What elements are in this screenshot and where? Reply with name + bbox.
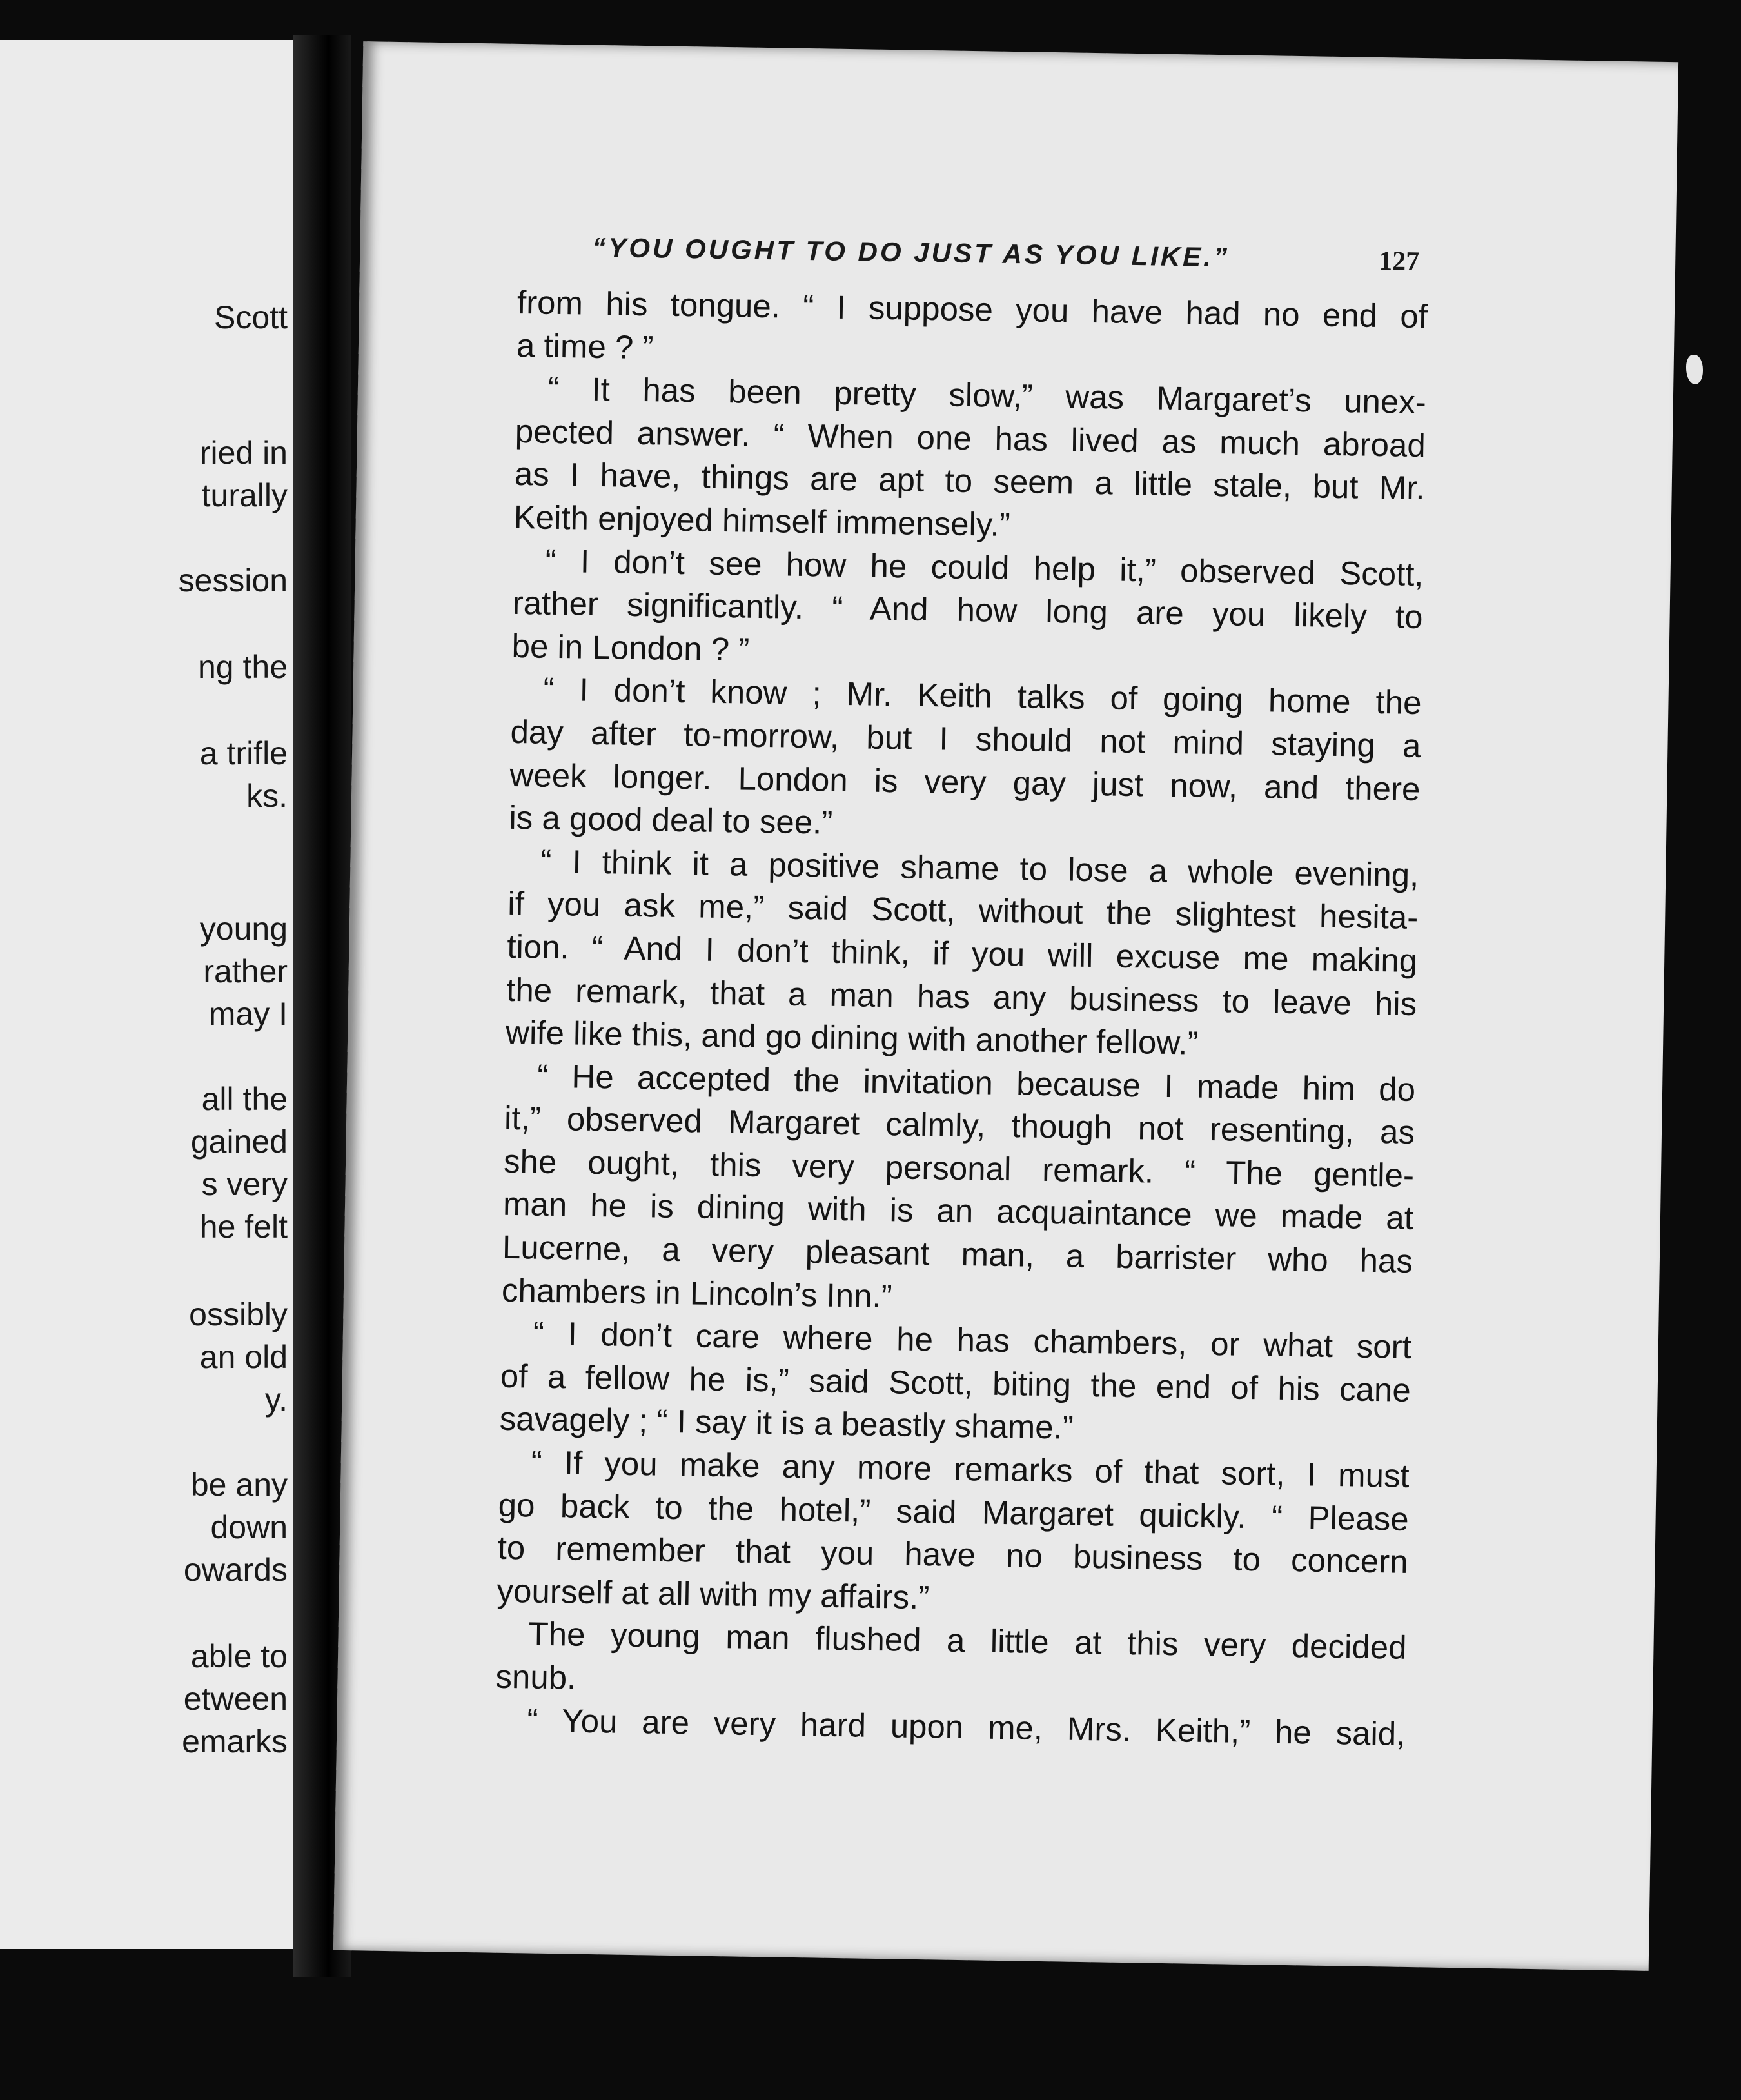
page-number: 127 <box>1378 246 1420 277</box>
text-line: “ I don’t care where he has chambers, or what sort <box>533 1314 1412 1366</box>
left-page-line: ng the <box>197 649 288 685</box>
left-page-line: all the <box>201 1081 288 1117</box>
left-page-line: young <box>199 911 288 947</box>
right-page <box>333 41 1678 1971</box>
text-line: if you ask me,” said Scott, without the slightest hesita- <box>507 885 1419 936</box>
text-line: pected answer. “ When one has lived as much abroad <box>515 412 1426 464</box>
left-page-line: etween <box>183 1681 288 1717</box>
left-page-line: owards <box>183 1552 288 1588</box>
text-line: be in London ? ” <box>511 627 750 668</box>
text-line: “ He accepted the invitation because I made him do <box>536 1057 1416 1108</box>
text-line: tion. “ And I don’t think, if you will excuse me making <box>506 927 1418 979</box>
text-line: Keith enjoyed himself immensely.” <box>513 498 1011 543</box>
left-page-line: Scott <box>214 299 288 335</box>
text-line: “ I think it a positive shame to lose a whole evening, <box>540 842 1419 893</box>
left-page-line: y. <box>264 1382 288 1418</box>
left-page-line: emarks <box>182 1723 288 1759</box>
text-line: the remark, that a man has any business to leave his <box>506 971 1417 1022</box>
text-line: snub. <box>495 1658 576 1696</box>
text-line: “ I don’t see how he could help it,” observed Scott, <box>545 542 1424 593</box>
text-line: as I have, things are apt to seem a little stale, but Mr. <box>514 455 1426 507</box>
text-line: “ If you make any more remarks of that sort, I must <box>531 1443 1410 1494</box>
left-page <box>0 40 302 1949</box>
text-line: Lucerne, a very pleasant man, a barrister who has <box>502 1228 1413 1280</box>
left-page-line: session <box>178 562 288 599</box>
text-line: yourself at all with my affairs.” <box>497 1572 930 1616</box>
body-text <box>495 281 1428 1756</box>
left-page-line: may I <box>208 996 288 1032</box>
text-line: she ought, this very personal remark. “ The gentle- <box>503 1142 1415 1194</box>
left-page-line: s very <box>201 1166 288 1202</box>
text-line: of a fellow he is,” said Scott, biting the end of his cane <box>500 1357 1411 1409</box>
left-page-line: gained <box>190 1124 288 1160</box>
text-line: day after to-morrow, but I should not mind staying a <box>510 713 1421 764</box>
text-line: chambers in Lincoln’s Inn.” <box>501 1271 893 1314</box>
text-line: wife like this, and go dining with another fellow.” <box>505 1013 1199 1062</box>
paper-fragment <box>1686 355 1703 384</box>
text-line: it,” observed Margaret calmly, though not resenting, as <box>504 1100 1415 1151</box>
text-line: week longer. London is very gay just now, and there <box>509 756 1421 807</box>
text-line: “ You are very hard upon me, Mrs. Keith,” he said, <box>527 1701 1406 1752</box>
left-page-line: down <box>210 1509 288 1545</box>
text-line: to remember that you have no business to concern <box>497 1529 1408 1581</box>
text-line: man he is dining with is an acquaintance we made at <box>502 1185 1414 1237</box>
left-page-line: ks. <box>246 778 288 814</box>
text-line: a time ? ” <box>516 326 654 366</box>
text-line: from his tongue. “ I suppose you have had no end of <box>516 283 1428 335</box>
text-line: is a good deal to see.” <box>509 798 833 841</box>
text-line: rather significantly. “ And how long are you likely to <box>512 584 1424 636</box>
text-line: go back to the hotel,” said Margaret quickly. “ Please <box>498 1486 1410 1538</box>
running-head: “YOU OUGHT TO DO JUST AS YOU LIKE.” <box>592 232 1230 273</box>
left-page-line: ried in <box>199 435 288 471</box>
left-page-line: he felt <box>199 1209 288 1245</box>
text-line: “ It has been pretty slow,” was Margaret’s unex- <box>547 370 1427 421</box>
text-line: “ I don’t know ; Mr. Keith talks of going home the <box>543 671 1422 722</box>
left-page-line: able to <box>190 1638 288 1674</box>
left-page-line: rather <box>203 953 288 989</box>
left-page-line: an old <box>199 1339 288 1375</box>
left-page-line: ossibly <box>189 1296 288 1332</box>
left-page-line: a trifle <box>199 735 288 771</box>
left-page-line: be any <box>190 1467 288 1503</box>
left-page-line: turally <box>201 477 288 513</box>
text-line: savagely ; “ I say it is a beastly shame.” <box>499 1400 1074 1447</box>
text-line: The young man flushed a little at this very decided <box>528 1615 1407 1667</box>
